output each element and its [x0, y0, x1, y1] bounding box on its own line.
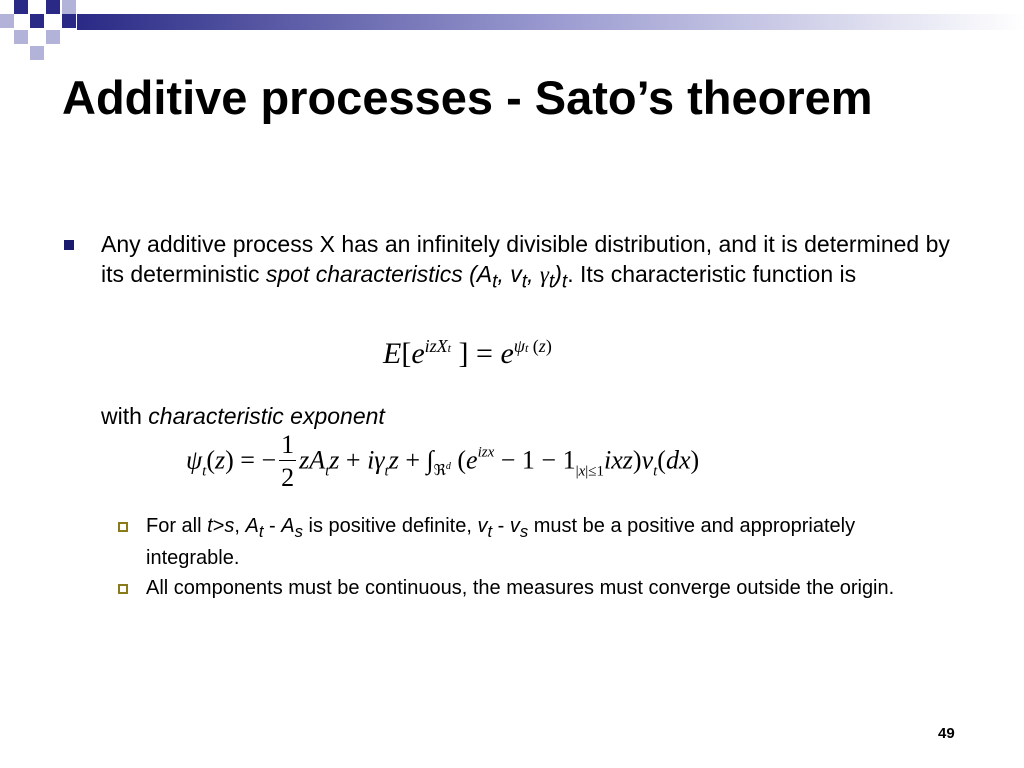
with-line: [101, 401, 385, 431]
characteristic-exponent-equation: $\psi_t(z)$ = − $\frac{1}{2}$ $zA_tz + i\gamma_tz + \int_{ℜ^d}$ $(e^{izx} - 1 - 1_{|x|\le 1}ixz)v_t(dx)$: [186, 430, 700, 492]
bullet-paragraph: Any additive process X has an infinitely divisible distribution, and it is determined by its deterministic spot characteristics ($A_t$, $v_t$, $\gamma_t)_t$. Its characteristic function is: [101, 231, 950, 293]
bullet-italic-term: spot characteristics: [265, 261, 463, 287]
corner-decoration: [0, 0, 1024, 62]
characteristic-function-equation: $E[e^{izXt}$ ] = $e^{\psi t (z)}$: [383, 336, 552, 370]
with-italic: characteristic exponent: [148, 403, 385, 429]
page-number: 49: [938, 725, 955, 742]
slide-title: Additive processes - Sato’s theorem: [62, 71, 873, 124]
sub-bullet-icon: [118, 584, 128, 594]
bullet-text-b: . Its characteristic function is: [567, 261, 857, 287]
bullet-square-icon: [64, 240, 74, 250]
sub-bullet-text: All components must be continuous, the measures must converge outside the origin.: [146, 577, 895, 599]
sub-bullet-text: For all t>s, $A_t - A_s$ is positive definite, $v_t - v_s$ must be a positive and appropriately integrable.: [146, 515, 856, 569]
bullet-text-a: Any additive process X has an infinitely divisible distribution, and it is determined by its deterministic: [101, 231, 950, 287]
with-label: with: [101, 403, 149, 429]
sub-bullet-icon: [118, 522, 128, 532]
